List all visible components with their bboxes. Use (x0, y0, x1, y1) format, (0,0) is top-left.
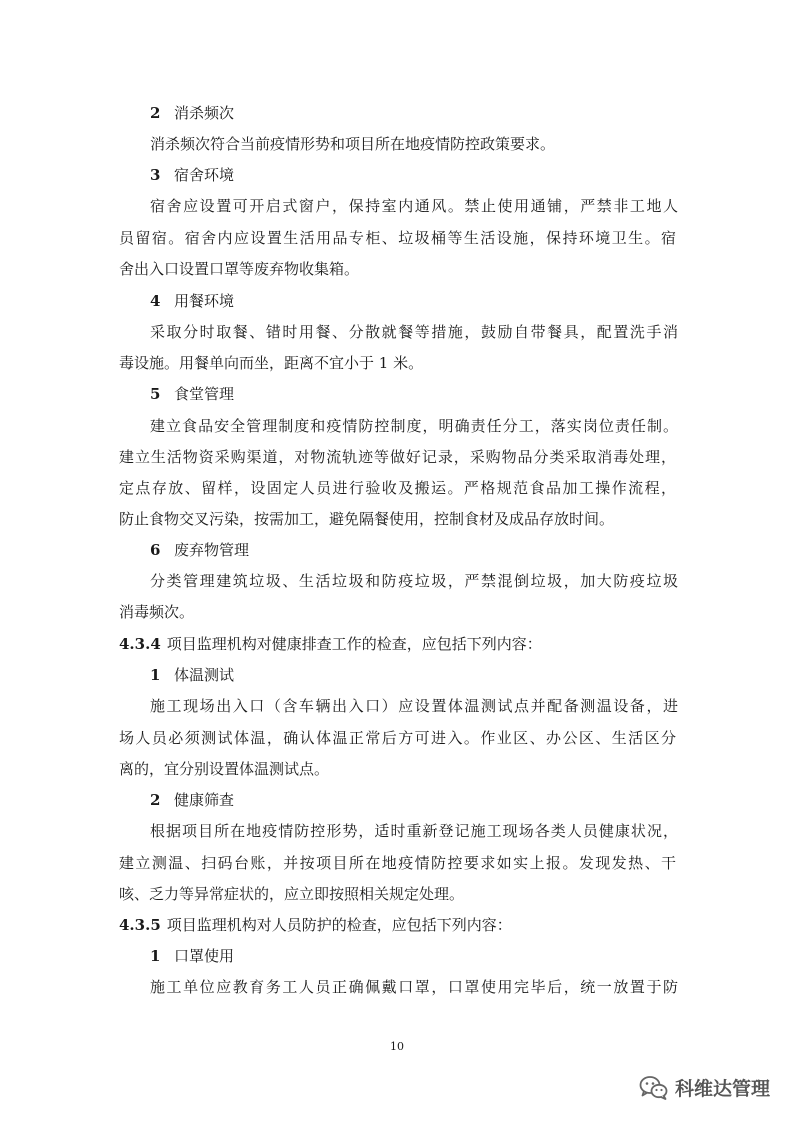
paragraph-line: 咳、乏力等异常症状的，应立即按照相关规定处理。 (119, 885, 465, 903)
paragraph-line: 消毒频次。 (119, 603, 195, 621)
page-number: 10 (390, 1040, 404, 1053)
paragraph-line: 根据项目所在地疫情防控形势，适时重新登记施工现场各类人员健康状况， (150, 822, 678, 840)
heading-dining-environment: 4 用餐环境 (150, 292, 235, 310)
paragraph-line: 员留宿。宿舍内应设置生活用品专柜、垃圾桶等生活设施，保持环境卫生。宿 (119, 229, 676, 247)
paragraph-line: 毒设施。用餐单向而坐，距离不宜小于 1 米。 (119, 354, 424, 372)
paragraph-line: 施工单位应教育务工人员正确佩戴口罩，口罩使用完毕后，统一放置于防 (150, 978, 678, 996)
heading-health-screening: 2 健康筛查 (150, 791, 235, 809)
paragraph-line: 分类管理建筑垃圾、生活垃圾和防疫垃圾，严禁混倒垃圾，加大防疫垃圾 (150, 572, 678, 590)
heading-temperature-test: 1 体温测试 (150, 666, 235, 684)
paragraph-line: 定点存放、留样，设固定人员进行验收及搬运。严格规范食品加工操作流程， (119, 479, 676, 497)
wechat-icon (639, 1075, 669, 1101)
clause-4-3-5: 4.3.5 项目监理机构对人员防护的检查，应包括下列内容： (119, 916, 512, 934)
paragraph-line: 宿舍应设置可开启式窗户，保持室内通风。禁止使用通铺，严禁非工地人 (150, 197, 678, 215)
heading-waste-management: 6 废弃物管理 (150, 541, 250, 559)
watermark-text: 科维达管理 (674, 1078, 770, 1100)
watermark (639, 1074, 770, 1101)
paragraph-line: 采取分时取餐、错时用餐、分散就餐等措施，鼓励自带餐具，配置洗手消 (150, 323, 678, 341)
paragraph-line: 消杀频次符合当前疫情形势和项目所在地疫情防控政策要求。 (150, 135, 556, 153)
paragraph-line: 场人员必须测试体温，确认体温正常后方可进入。作业区、办公区、生活区分 (119, 729, 676, 747)
heading-dormitory-environment: 3 宿舍环境 (150, 166, 235, 184)
paragraph-line: 舍出入口设置口罩等废弃物收集箱。 (119, 260, 360, 278)
heading-canteen-management: 5 食堂管理 (150, 385, 235, 403)
paragraph-line: 防止食物交叉污染，按需加工，避免隔餐使用，控制食材及成品存放时间。 (119, 510, 615, 528)
heading-mask-usage: 1 口罩使用 (150, 947, 235, 965)
heading-disinfection-frequency: 2 消杀频次 (150, 104, 235, 122)
paragraph-line: 建立生活物资采购渠道，对物流轨迹等做好记录，采购物品分类采取消毒处理， (119, 448, 676, 466)
paragraph-line: 离的，宜分别设置体温测试点。 (119, 760, 330, 778)
paragraph-line: 施工现场出入口（含车辆出入口）应设置体温测试点并配备测温设备，进 (150, 697, 678, 715)
paragraph-line: 建立测温、扫码台账，并按项目所在地疫情防控要求如实上报。发现发热、干 (119, 854, 676, 872)
clause-4-3-4: 4.3.4 项目监理机构对健康排查工作的检查，应包括下列内容： (119, 635, 542, 653)
paragraph-line: 建立食品安全管理制度和疫情防控制度，明确责任分工，落实岗位责任制。 (150, 417, 678, 435)
